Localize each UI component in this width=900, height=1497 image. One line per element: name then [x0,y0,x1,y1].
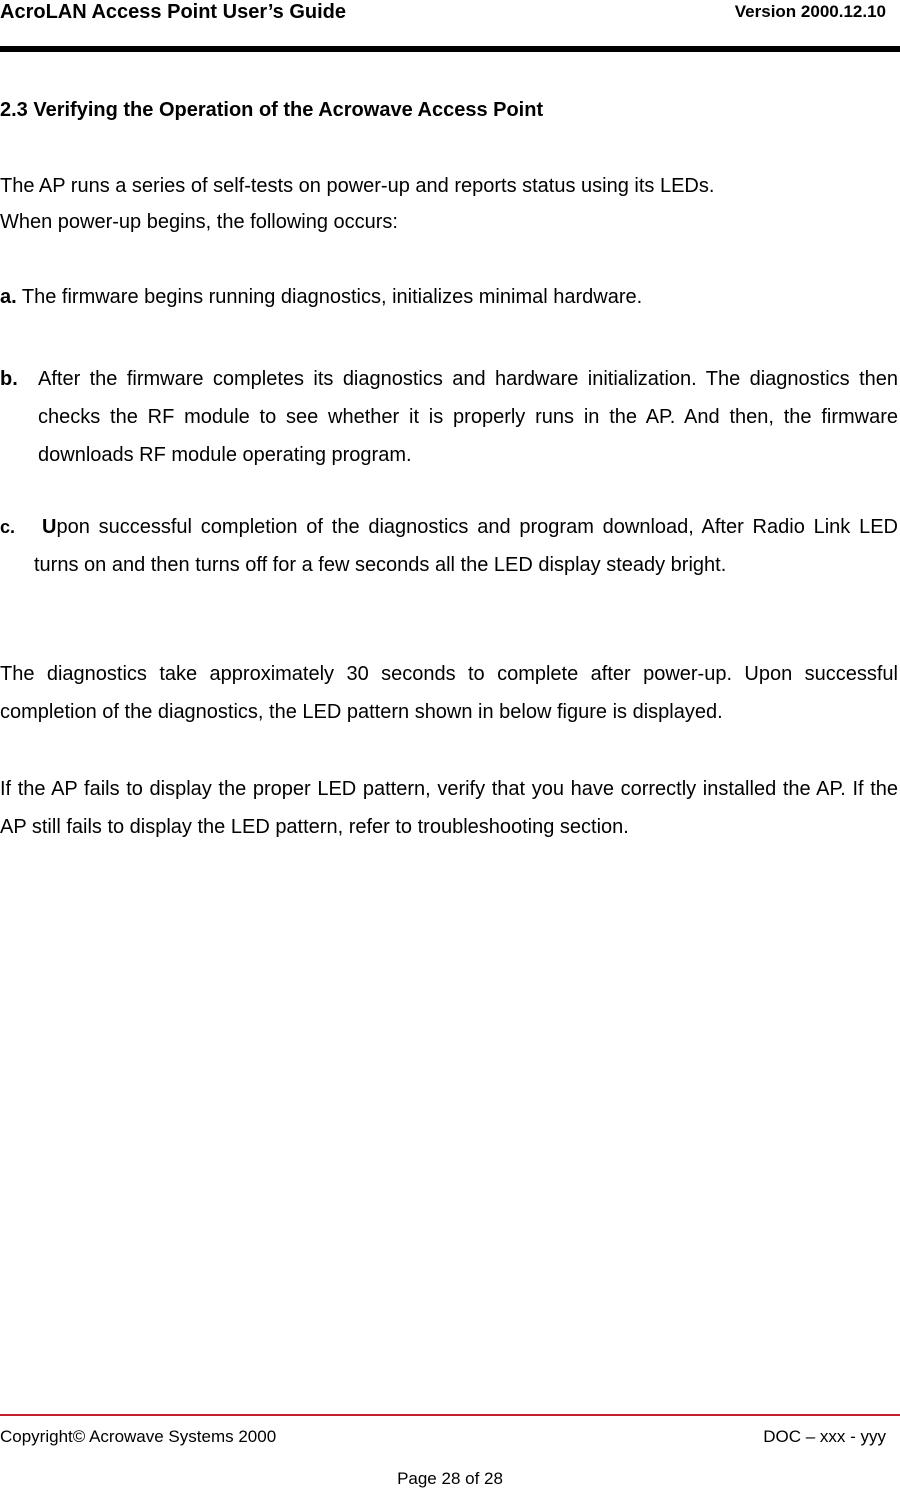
document-version: Version 2000.12.10 [734,2,886,21]
footer-doc-id: DOC – xxx - yyy [763,1427,886,1446]
document-title: AcroLAN Access Point User’s Guide [0,1,347,23]
list-item-a [0,283,898,311]
list-item-c-first-letter: U [42,516,57,538]
intro-line-1: The AP runs a series of self-tests on power-up and reports status using its LEDs. [0,175,715,197]
paragraph-failure: If the AP fails to display the proper LED pattern, verify that you have correctly installed the AP. If the AP still fails to display the LED pattern, refer to troubleshooting section. [0,778,898,838]
list-item-c [0,508,898,584]
page-header [0,0,900,52]
intro-line-2: When power-up begins, the following occurs: [0,211,398,233]
paragraph-diagnostics: The diagnostics take approximately 30 seconds to complete after power-up. Upon successful completion of the diagnostics, the LED pattern shown in below figure is displayed. [0,663,898,723]
list-item-a-label: a. [0,286,17,308]
list-item-b-text: After the firmware completes its diagnostics and hardware initialization. The diagnostics then checks the RF module to see whether it is properly runs in the AP. And then, the firmware downloads RF module operating program. [38,368,898,466]
list-item-c-text [34,508,898,584]
footer-page-number: Page 28 of 28 [397,1469,503,1488]
list-item-c-rest: pon successful completion of the diagnostics and program download, After Radio Link LED turns on and then turns off for a few seconds all the LED display steady bright. [34,516,898,576]
header-divider [0,46,900,52]
list-item-b-label: b. [0,368,18,390]
footer-copyright: Copyright© Acrowave Systems 2000 [0,1427,277,1446]
section-heading: 2.3 Verifying the Operation of the Acrowave Access Point [0,99,544,121]
list-item-a-text: The firmware begins running diagnostics, initializes minimal hardware. [21,286,643,308]
footer-divider [0,1414,900,1416]
list-item-c-label: c. [0,517,16,537]
list-item-b [0,360,898,474]
